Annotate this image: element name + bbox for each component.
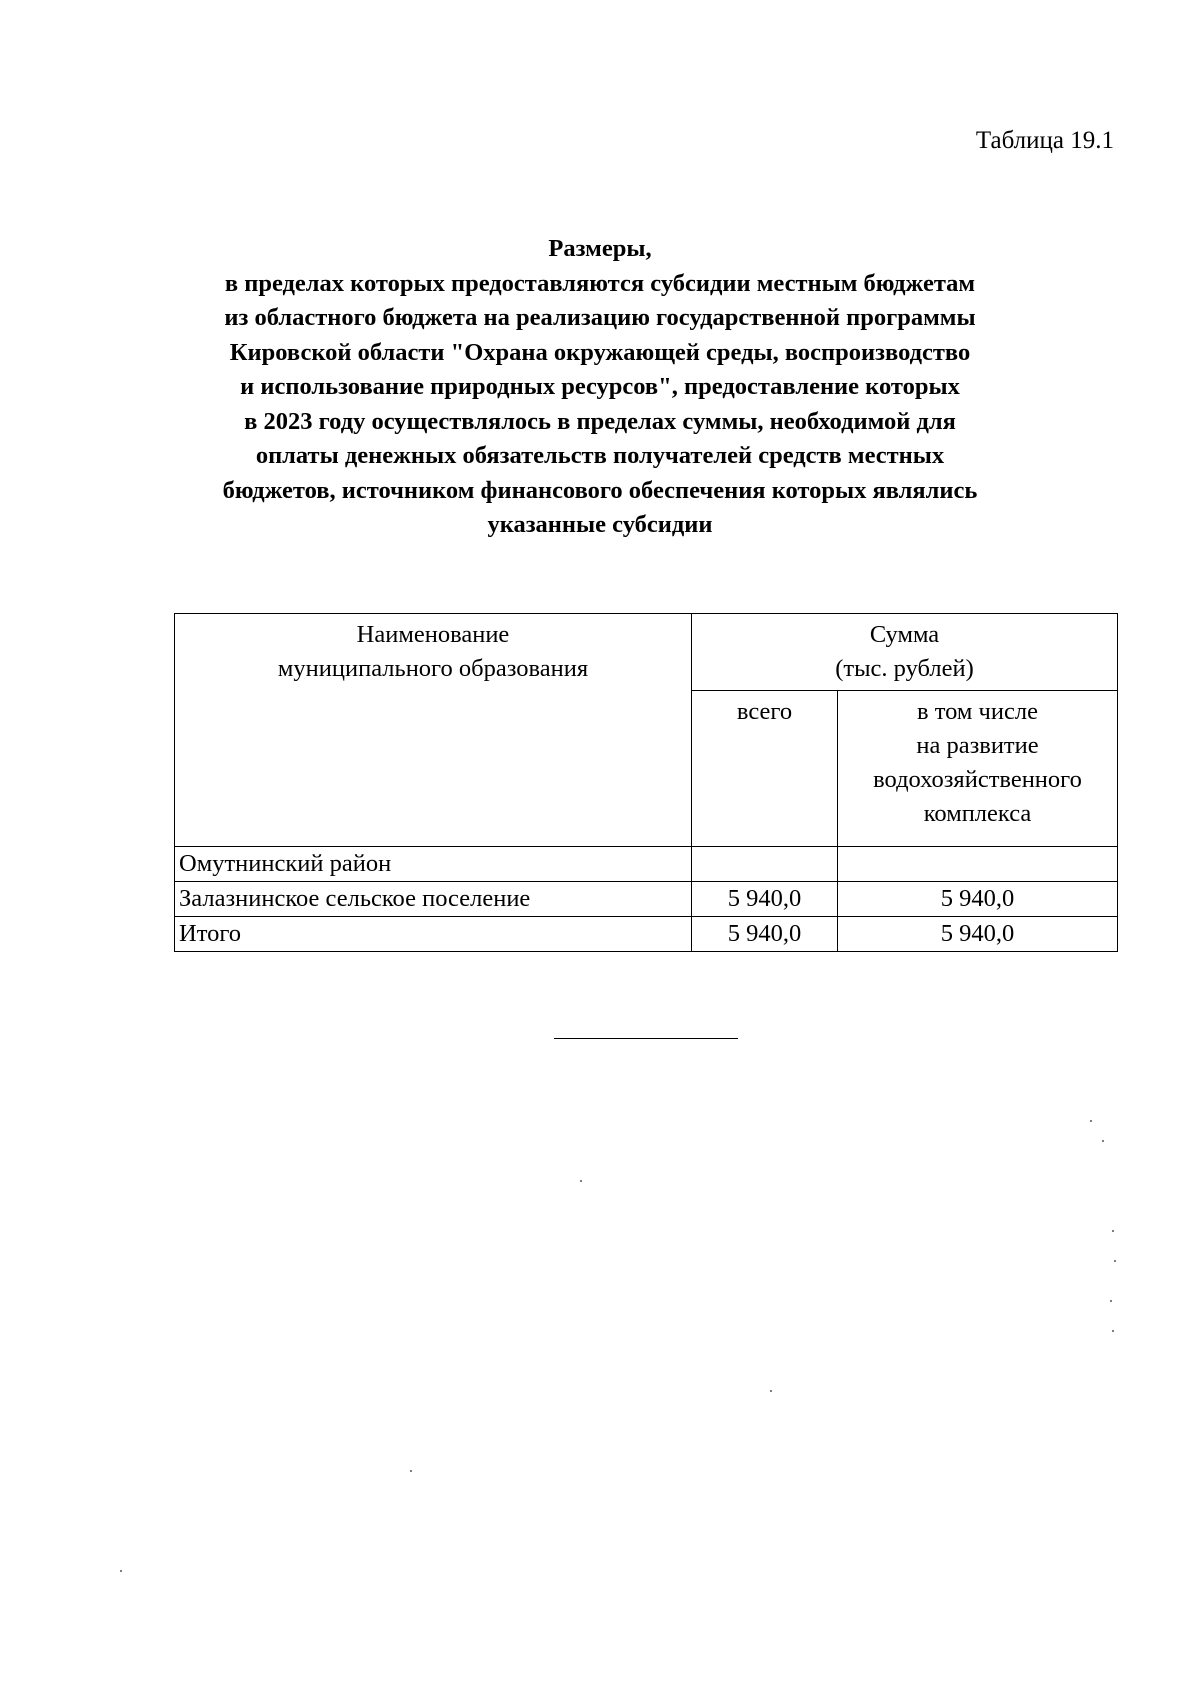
end-divider xyxy=(554,1038,738,1039)
row-name: Залазнинское сельское поселение xyxy=(175,882,692,917)
subsidy-table xyxy=(174,613,1118,952)
scan-speck xyxy=(1102,1140,1104,1142)
header-total: всего xyxy=(692,691,838,847)
header-municipality-line: муниципального образования xyxy=(277,655,589,682)
scan-speck xyxy=(1090,1120,1092,1122)
table-row-total xyxy=(175,917,1118,952)
scan-speck xyxy=(1114,1260,1116,1262)
title-line: и использование природных ресурсов", предоставление которых xyxy=(240,373,960,400)
scan-speck xyxy=(1110,1300,1112,1302)
scan-speck xyxy=(1112,1330,1114,1332)
scan-speck xyxy=(1112,1230,1114,1232)
table-header-row xyxy=(175,614,1118,691)
header-sum xyxy=(692,614,1118,691)
title-line: оплаты денежных обязательств получателей средств местных xyxy=(255,442,945,469)
title-line: Размеры, xyxy=(548,235,652,262)
row-including: 5 940,0 xyxy=(838,917,1118,952)
row-including: 5 940,0 xyxy=(838,882,1118,917)
scan-speck xyxy=(120,1570,122,1572)
scan-speck xyxy=(410,1470,412,1472)
row-name: Омутнинский район xyxy=(175,847,692,882)
title-line: в 2023 году осуществлялось в пределах суммы, необходимой для xyxy=(244,407,956,435)
scan-speck xyxy=(580,1180,582,1182)
title-line: бюджетов, источником финансового обеспечения которых являлись xyxy=(222,476,978,504)
title-line: указанные субсидии xyxy=(487,511,713,538)
table-number: Таблица 19.1 xyxy=(975,127,1114,154)
row-total: 5 940,0 xyxy=(692,917,838,952)
table-row xyxy=(175,847,1118,882)
header-including xyxy=(838,691,1118,847)
title-line: из областного бюджета на реализацию государственной программы xyxy=(224,304,976,331)
row-name: Итого xyxy=(175,917,692,952)
header-including-line: в том числе xyxy=(917,698,1038,726)
title-line: в пределах которых предоставляются субсидии местным бюджетам xyxy=(224,269,976,297)
header-including-line: комплекса xyxy=(923,800,1032,828)
header-including-line: водохозяйственного xyxy=(873,766,1082,794)
table-row xyxy=(175,882,1118,917)
header-municipality-line: Наименование xyxy=(356,621,510,648)
header-municipality xyxy=(175,614,692,847)
header-sum-line: (тыс. рублей) xyxy=(835,655,974,682)
row-total xyxy=(692,847,838,882)
document-title xyxy=(150,232,1050,543)
title-line: Кировской области "Охрана окружающей среды, воспроизводство xyxy=(229,338,971,366)
row-total: 5 940,0 xyxy=(692,882,838,917)
scan-speck xyxy=(770,1390,772,1392)
header-sum-line: Сумма xyxy=(869,621,940,648)
header-including-line: на развитие xyxy=(916,732,1039,760)
row-including xyxy=(838,847,1118,882)
